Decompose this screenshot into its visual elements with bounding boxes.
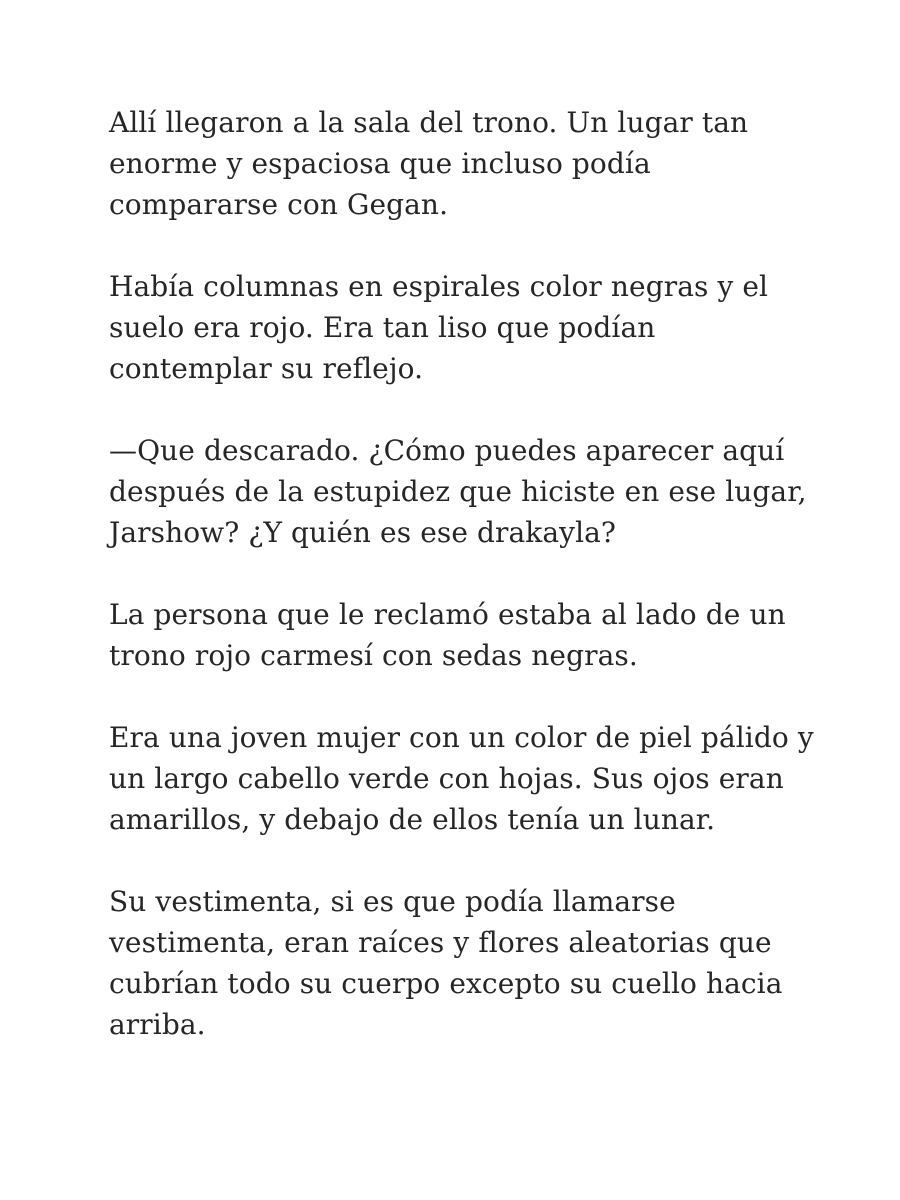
text-line: vestimenta, eran raíces y flores aleatorias que — [109, 926, 772, 959]
text-line: amarillos, y debajo de ellos tenía un lunar. — [109, 803, 716, 836]
paragraph — [109, 430, 809, 553]
text-line: compararse con Gegan. — [109, 188, 449, 221]
text-line: Jarshow? ¿Y quién es ese drakayla? — [109, 516, 617, 549]
paragraph — [109, 266, 809, 389]
text-line: suelo era rojo. Era tan liso que podían — [109, 311, 656, 344]
text-line: cubrían todo su cuerpo excepto su cuello hacia — [109, 967, 783, 1000]
text-line: —Que descarado. ¿Cómo puedes aparecer aquí — [109, 434, 785, 467]
story-text — [109, 102, 814, 1086]
paragraph — [109, 717, 814, 840]
text-line: Era una joven mujer con un color de piel pálido y — [109, 721, 814, 754]
paragraph — [109, 881, 809, 1045]
text-line: después de la estupidez que hiciste en ese lugar, — [109, 475, 807, 508]
text-line: arriba. — [109, 1008, 206, 1041]
text-line: un largo cabello verde con hojas. Sus ojos eran — [109, 762, 784, 795]
text-line: contemplar su reflejo. — [109, 352, 424, 385]
text-line: Allí llegaron a la sala del trono. Un lugar tan — [109, 106, 749, 139]
text-line: Había columnas en espirales color negras y el — [109, 270, 769, 303]
paragraph — [109, 594, 809, 676]
text-line: trono rojo carmesí con sedas negras. — [109, 639, 638, 672]
text-line: La persona que le reclamó estaba al lado de un — [109, 598, 786, 631]
text-line: enorme y espaciosa que incluso podía — [109, 147, 651, 180]
text-line: Su vestimenta, si es que podía llamarse — [109, 885, 676, 918]
paragraph — [109, 102, 809, 225]
